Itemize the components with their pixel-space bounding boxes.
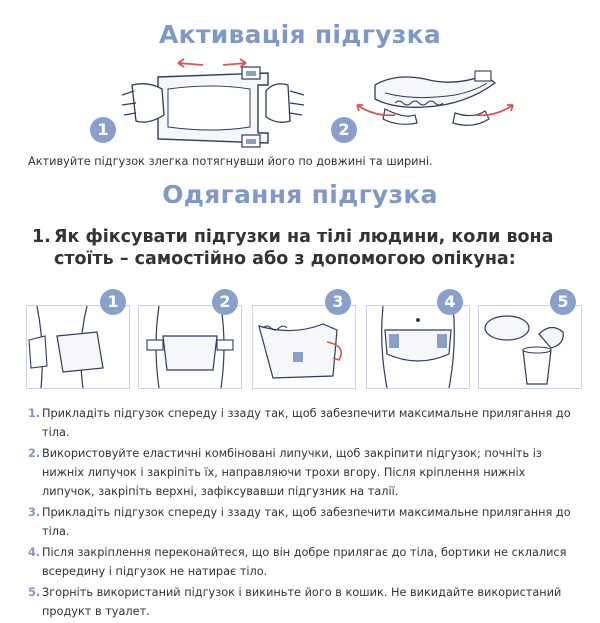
subtitle-line-1: Як фіксувати підгузки на тілі людини, коли вона <box>54 227 554 247</box>
step-panel-3-badge: 3 <box>325 289 351 315</box>
dressing-title: Одягання підгузка <box>162 180 438 209</box>
instruction-item-2 <box>28 444 573 501</box>
subtitle-number: 1. <box>32 227 51 247</box>
instruction-item-4 <box>28 543 573 581</box>
step-5-illustration <box>479 306 581 388</box>
instruction-item-1 <box>28 404 573 442</box>
step-panel-1-badge: 1 <box>100 289 126 315</box>
activation-title: Активація підгузка <box>158 20 442 49</box>
step-2-illustration <box>139 306 241 388</box>
step-4-illustration <box>367 306 469 388</box>
step-panel-1 <box>26 305 130 389</box>
step-3-illustration <box>253 306 355 388</box>
step-panel-4 <box>366 305 470 389</box>
dressing-subtitle <box>32 226 572 270</box>
instruction-number: 3. <box>28 506 41 519</box>
instruction-number: 4. <box>28 546 41 559</box>
step-panel-5 <box>478 305 582 389</box>
instruction-text: Згорніть використаний підгузок і викиньте його в кошик. Не викидайте використаний продукт в туалет. <box>42 586 562 618</box>
instruction-number: 5. <box>28 586 41 599</box>
instruction-text: Використовуйте еластичні комбіновані липучки, щоб закріпити підгузок; почніть із нижніх липучок і закріпіть їх, направляючи трохи вгору. Після кріплення нижніх липучок, закріпіть верхні, зафіксувавши підгузник на талії. <box>42 447 542 498</box>
instruction-item-5 <box>28 583 573 621</box>
step-1-illustration <box>27 306 129 388</box>
step-panel-2 <box>138 305 242 389</box>
activation-step-1-badge: 1 <box>90 117 116 143</box>
instruction-item-3 <box>28 503 573 541</box>
step-panel-4-badge: 4 <box>437 289 463 315</box>
activation-illustration-stretch-length <box>118 55 308 150</box>
activation-step-2-badge: 2 <box>331 117 357 143</box>
step-panel-5-badge: 5 <box>550 289 576 315</box>
instruction-text: Після закріплення переконайтеся, що він добре прилягає до тіла, бортики не склалися всередину і підгузок не натирає тіло. <box>42 546 567 578</box>
step-panel-3 <box>252 305 356 389</box>
step-panel-2-badge: 2 <box>212 289 238 315</box>
activation-caption: Активуйте підгузок злегка потягнувши його по довжині та ширині. <box>28 155 433 168</box>
activation-illustration-stretch-width <box>355 65 515 135</box>
instruction-text: Прикладіть підгузок спереду і ззаду так, щоб забезпечити максимальне прилягання до тіла. <box>42 506 571 538</box>
instruction-number: 1. <box>28 407 41 420</box>
instructions-list <box>28 404 573 623</box>
subtitle-line-2: стоїть – самостійно або з допомогою опікуна: <box>54 249 516 269</box>
instruction-number: 2. <box>28 447 41 460</box>
instruction-text: Прикладіть підгузок спереду і ззаду так, щоб забезпечити максимальне прилягання до тіла. <box>42 407 571 439</box>
